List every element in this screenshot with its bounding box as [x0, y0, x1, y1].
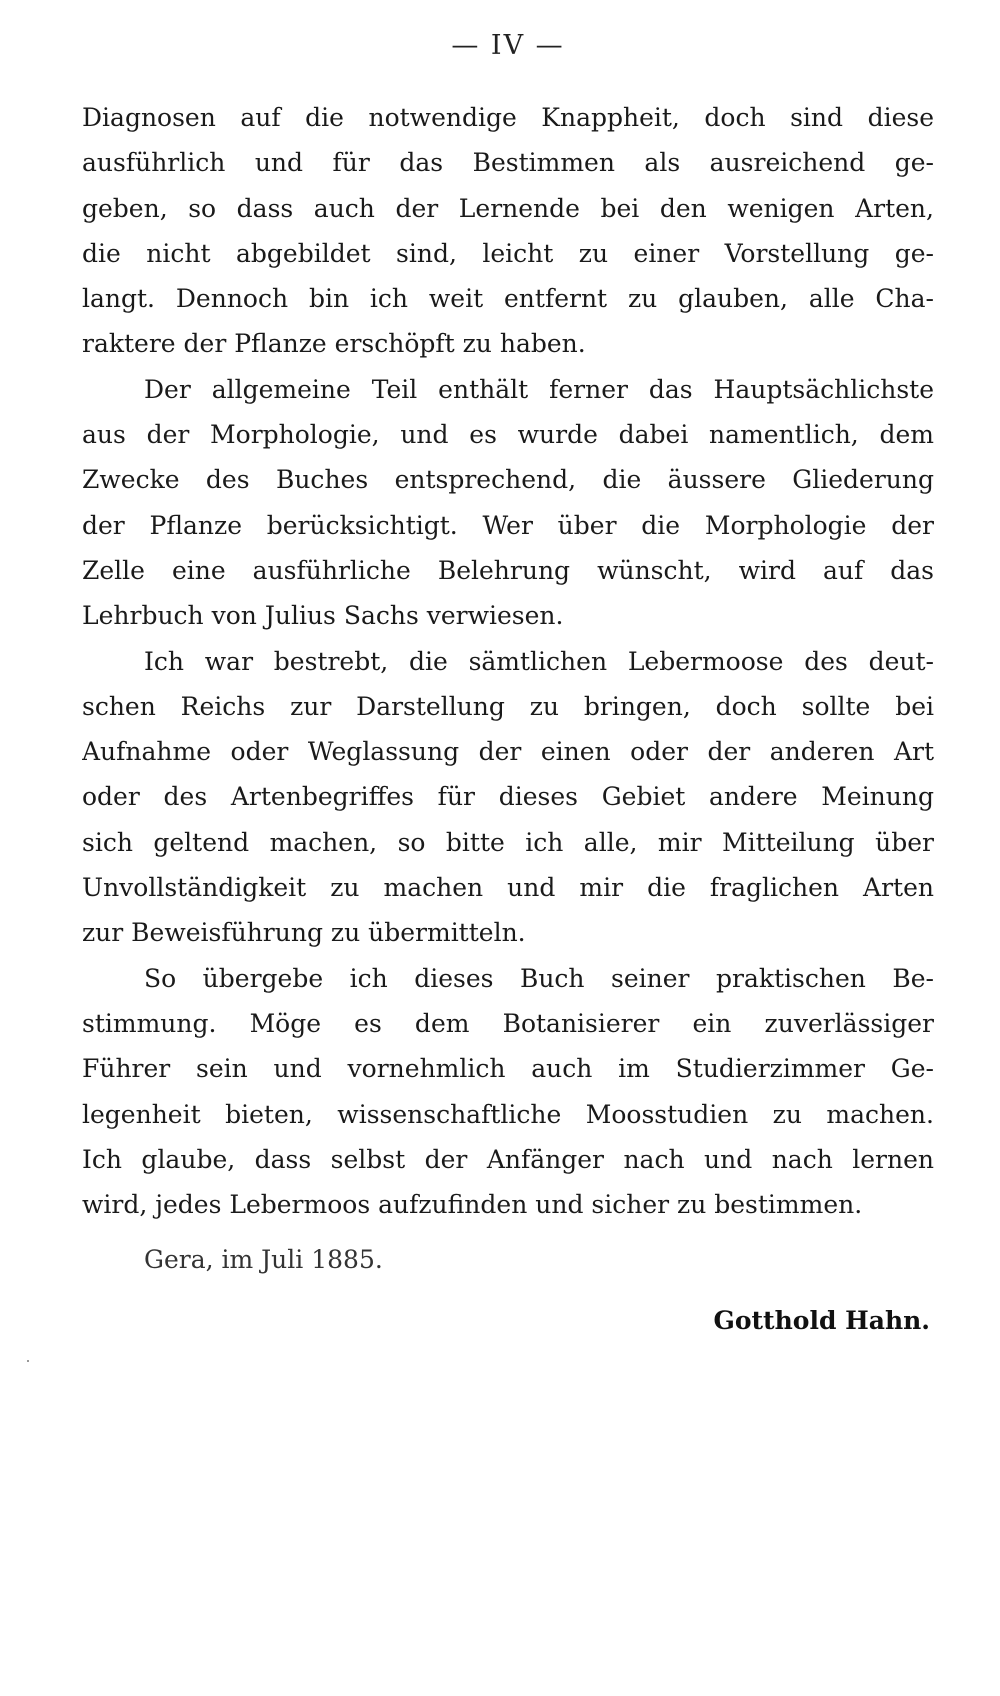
text-line: Aufnahme oder Weglassung der einen oder der anderen Art: [82, 737, 934, 767]
text-line: die nicht abgebildet sind, leicht zu einer Vorstellung ge-: [82, 238, 934, 268]
text-line: schen Reichs zur Darstellung zu bringen, doch sollte bei: [82, 691, 934, 721]
text-line: Zwecke des Buches entsprechend, die äussere Gliederung: [82, 465, 934, 495]
text-line: sich geltend machen, so bitte ich alle, mir Mitteilung über: [82, 827, 934, 857]
text-line: der Pflanze berücksichtigt. Wer über die Morphologie der: [82, 510, 934, 540]
text-line: geben, so dass auch der Lernende bei den wenigen Arten,: [82, 193, 934, 223]
paragraph-2: [82, 367, 934, 639]
text-line: legenheit bieten, wissenschaftliche Moosstudien zu machen.: [82, 1099, 934, 1129]
text-line: zur Beweisführung zu übermitteln.: [82, 918, 526, 948]
text-line: wird, jedes Lebermoos aufzufinden und sicher zu bestimmen.: [82, 1190, 863, 1220]
paragraph-4: [82, 956, 934, 1228]
text-line: Ich war bestrebt, die sämtlichen Lebermoose des deut-: [144, 646, 934, 676]
page-number: — IV —: [451, 30, 565, 61]
text-line: ausführlich und für das Bestimmen als ausreichend ge-: [82, 148, 934, 178]
place-date: Gera, im Juli 1885.: [144, 1245, 383, 1275]
text-line: Ich glaube, dass selbst der Anfänger nach und nach lernen: [82, 1144, 934, 1174]
text-line: stimmung. Möge es dem Botanisierer ein zuverlässiger: [82, 1008, 934, 1038]
paragraph-3: [82, 639, 934, 956]
paragraph-1: [82, 95, 934, 367]
text-line: raktere der Pflanze erschöpft zu haben.: [82, 329, 586, 359]
text-line: Zelle eine ausführliche Belehrung wünscht, wird auf das: [82, 555, 934, 585]
text-line: So übergebe ich dieses Buch seiner praktischen Be-: [144, 963, 934, 993]
text-line: Lehrbuch von Julius Sachs verwiesen.: [82, 601, 564, 631]
text-line: Führer sein und vornehmlich auch im Studierzimmer Ge-: [82, 1054, 934, 1084]
text-line: aus der Morphologie, und es wurde dabei namentlich, dem: [82, 420, 934, 450]
text-line: Diagnosen auf die notwendige Knappheit, doch sind diese: [82, 103, 934, 132]
text-line: oder des Artenbegriffes für dieses Gebiet andere Meinung: [82, 782, 934, 812]
text-line: Unvollständigkeit zu machen und mir die fraglichen Arten: [82, 873, 934, 903]
book-page: [82, 30, 934, 1343]
scan-speck: [27, 1360, 29, 1362]
text-line: langt. Dennoch bin ich weit entfernt zu glauben, alle Cha-: [82, 284, 934, 314]
author-signature: Gotthold Hahn.: [713, 1306, 930, 1336]
text-line: Der allgemeine Teil enthält ferner das Hauptsächlichste: [144, 374, 934, 404]
